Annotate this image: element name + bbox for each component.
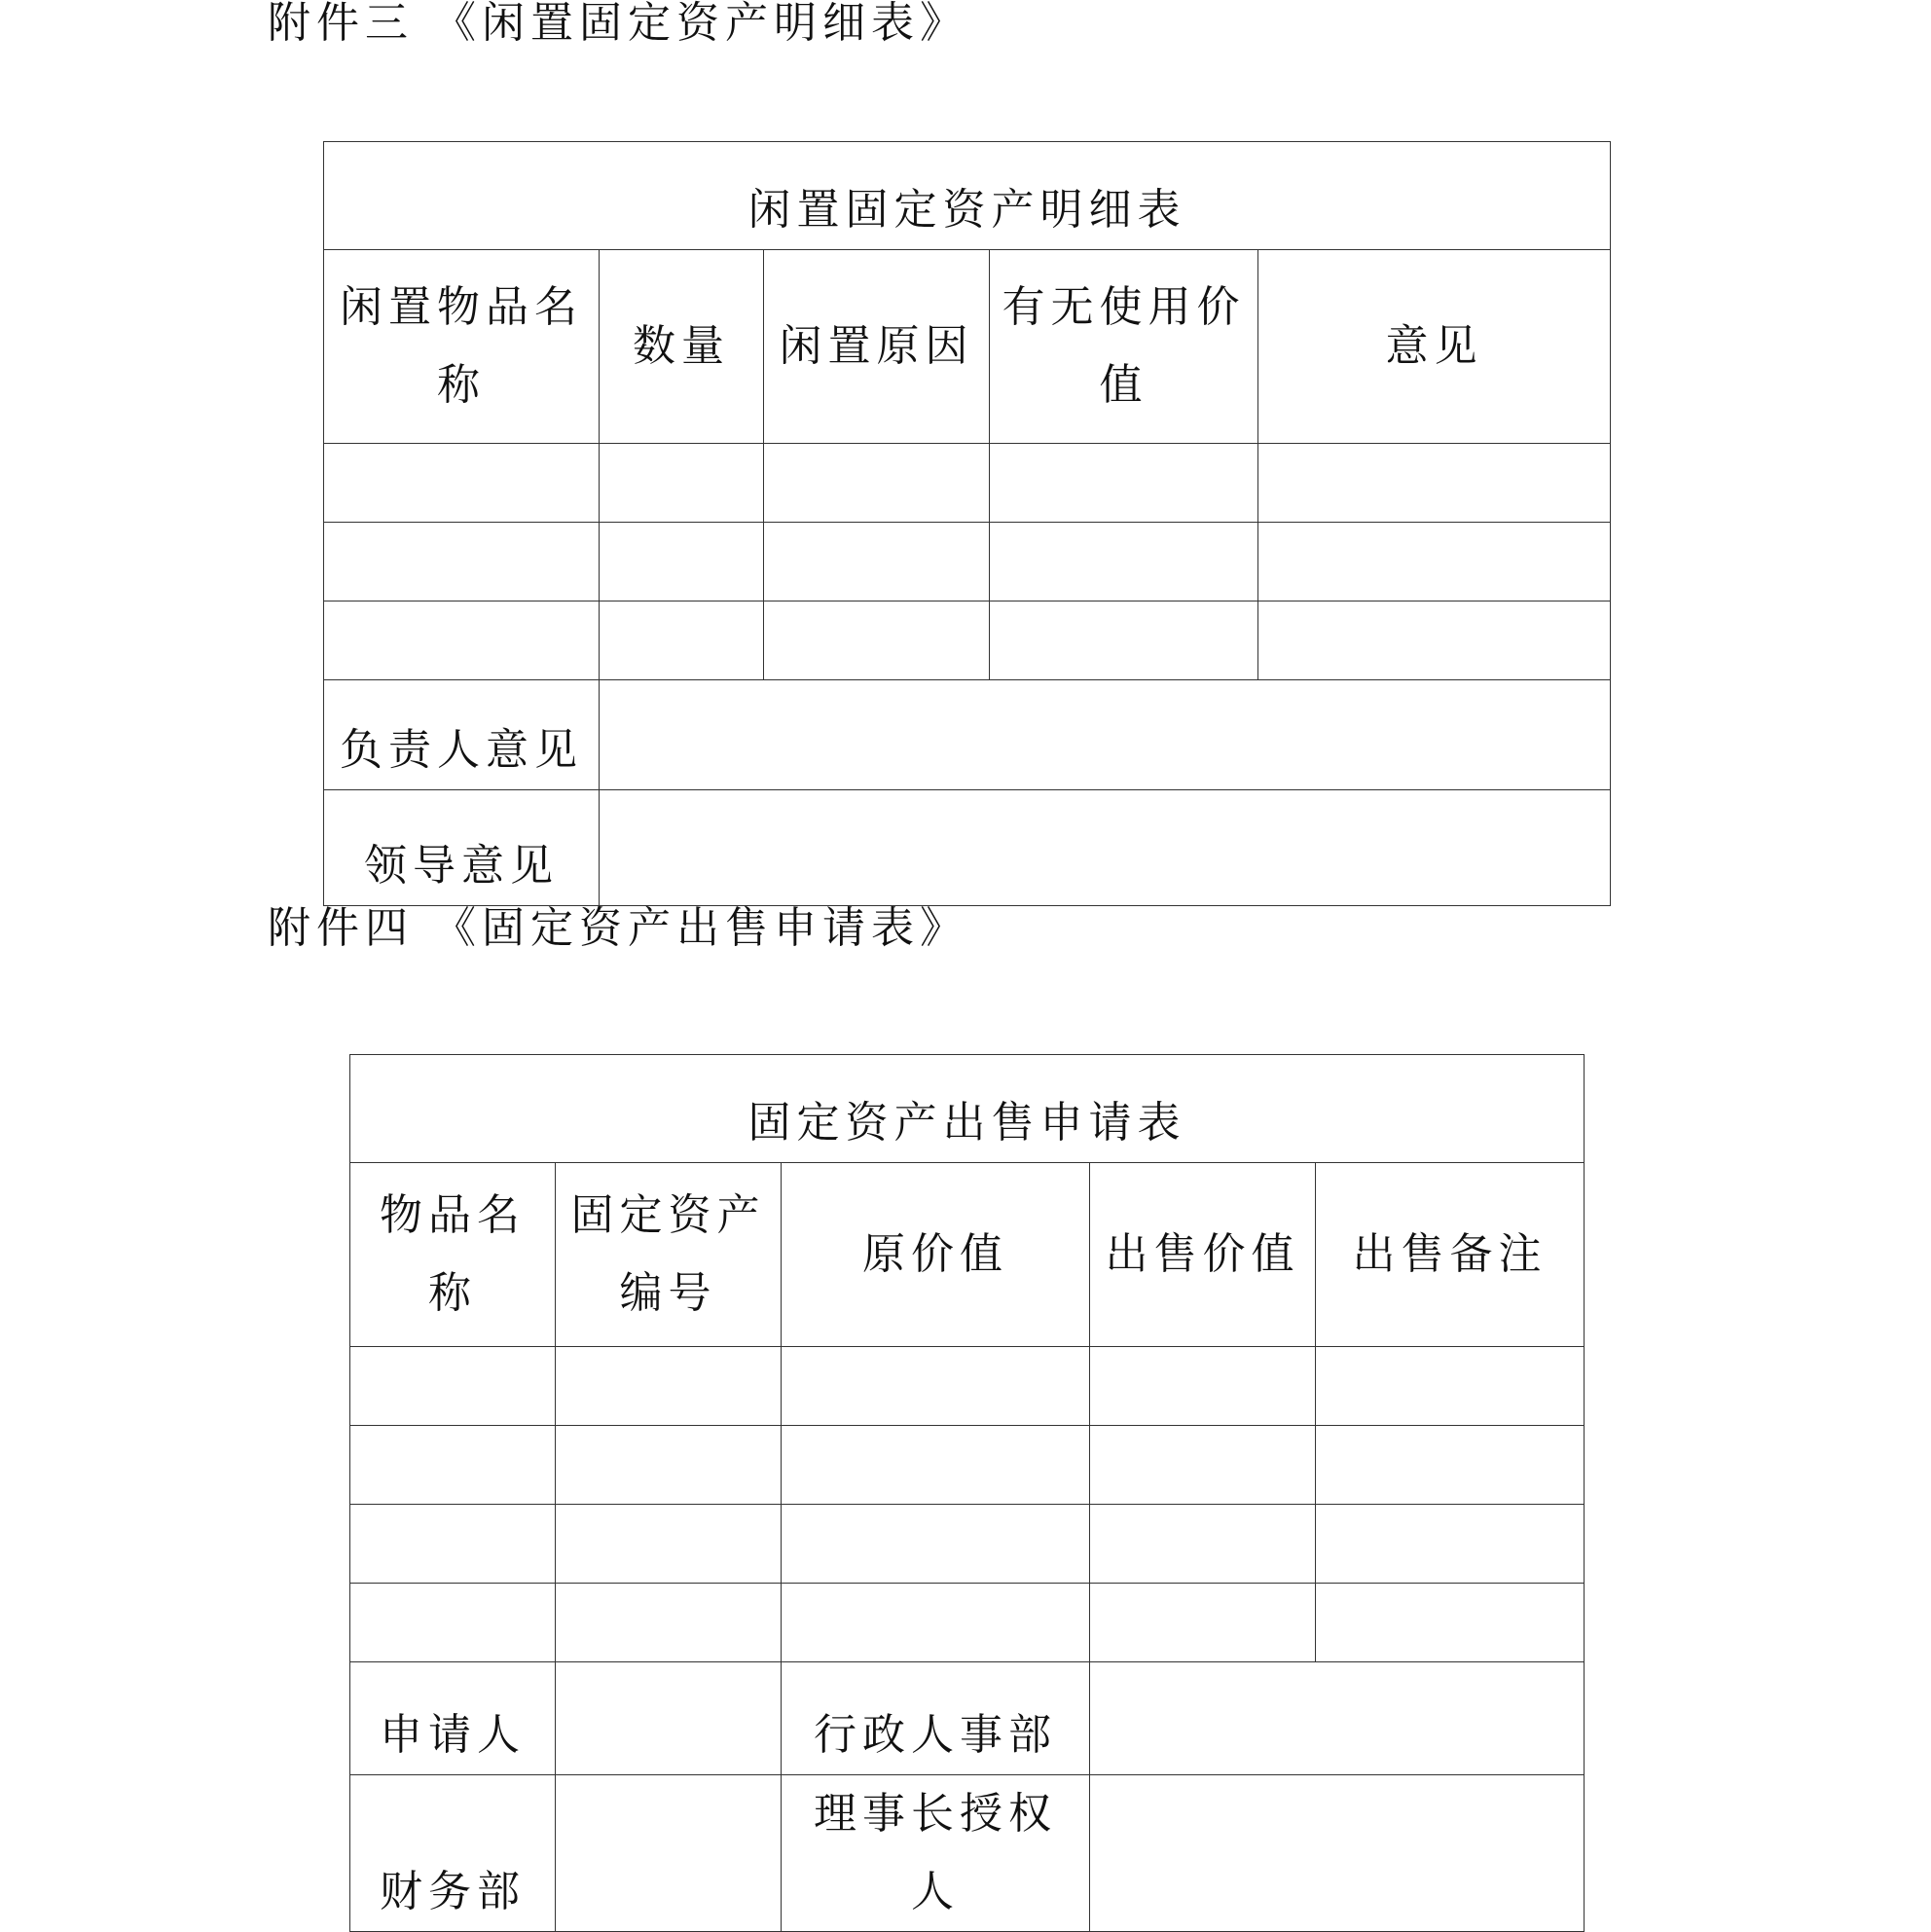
blank-cell[interactable] bbox=[1090, 1584, 1316, 1662]
header-original-value: 原价值 bbox=[782, 1163, 1090, 1347]
applicant-field[interactable] bbox=[556, 1662, 782, 1775]
blank-cell[interactable] bbox=[324, 444, 600, 523]
header-item-name: 物品名称 bbox=[350, 1163, 556, 1347]
blank-cell[interactable] bbox=[350, 1347, 556, 1426]
blank-cell[interactable] bbox=[1090, 1347, 1316, 1426]
hr-dept-field[interactable] bbox=[1090, 1662, 1585, 1775]
blank-cell[interactable] bbox=[324, 523, 600, 601]
leader-opinion-field[interactable] bbox=[600, 790, 1611, 906]
blank-cell[interactable] bbox=[764, 523, 990, 601]
blank-cell[interactable] bbox=[764, 601, 990, 680]
blank-cell[interactable] bbox=[600, 601, 764, 680]
table-row bbox=[350, 1584, 1585, 1662]
table-row bbox=[350, 1347, 1585, 1426]
header-asset-number: 固定资产编号 bbox=[556, 1163, 782, 1347]
manager-opinion-label: 负责人意见 bbox=[324, 680, 600, 790]
blank-cell[interactable] bbox=[1258, 523, 1611, 601]
table-row bbox=[350, 1505, 1585, 1584]
blank-cell[interactable] bbox=[556, 1584, 782, 1662]
attachment-3-heading: 附件三 《闲置固定资产明细表》 bbox=[268, 0, 968, 48]
header-item-name: 闲置物品名称 bbox=[324, 250, 600, 444]
table-title: 闲置固定资产明细表 bbox=[324, 142, 1611, 250]
blank-cell[interactable] bbox=[1316, 1347, 1585, 1426]
blank-cell[interactable] bbox=[782, 1347, 1090, 1426]
finance-dept-label: 财务部 bbox=[350, 1775, 556, 1932]
header-quantity: 数量 bbox=[600, 250, 764, 444]
blank-cell[interactable] bbox=[1090, 1426, 1316, 1505]
blank-cell[interactable] bbox=[350, 1584, 556, 1662]
authorized-person-field[interactable] bbox=[1090, 1775, 1585, 1932]
blank-cell[interactable] bbox=[600, 523, 764, 601]
blank-cell[interactable] bbox=[1090, 1505, 1316, 1584]
blank-cell[interactable] bbox=[324, 601, 600, 680]
table-row bbox=[350, 1426, 1585, 1505]
header-opinion: 意见 bbox=[1258, 250, 1611, 444]
hr-dept-label: 行政人事部 bbox=[782, 1662, 1090, 1775]
blank-cell[interactable] bbox=[350, 1505, 556, 1584]
manager-opinion-field[interactable] bbox=[600, 680, 1611, 790]
table-title: 固定资产出售申请表 bbox=[350, 1055, 1585, 1163]
blank-cell[interactable] bbox=[350, 1426, 556, 1505]
blank-cell[interactable] bbox=[782, 1584, 1090, 1662]
asset-sale-table bbox=[349, 1054, 1585, 1932]
applicant-label: 申请人 bbox=[350, 1662, 556, 1775]
header-idle-reason: 闲置原因 bbox=[764, 250, 990, 444]
idle-assets-table bbox=[323, 141, 1611, 906]
blank-cell[interactable] bbox=[782, 1426, 1090, 1505]
blank-cell[interactable] bbox=[1258, 601, 1611, 680]
blank-cell[interactable] bbox=[1316, 1505, 1585, 1584]
blank-cell[interactable] bbox=[990, 601, 1258, 680]
blank-cell[interactable] bbox=[990, 523, 1258, 601]
blank-cell[interactable] bbox=[600, 444, 764, 523]
header-sale-remarks: 出售备注 bbox=[1316, 1163, 1585, 1347]
header-usable-value: 有无使用价值 bbox=[990, 250, 1258, 444]
table-row bbox=[324, 523, 1611, 601]
finance-dept-field[interactable] bbox=[556, 1775, 782, 1932]
blank-cell[interactable] bbox=[764, 444, 990, 523]
header-sale-value: 出售价值 bbox=[1090, 1163, 1316, 1347]
blank-cell[interactable] bbox=[556, 1505, 782, 1584]
blank-cell[interactable] bbox=[556, 1347, 782, 1426]
table-row bbox=[324, 601, 1611, 680]
table-row bbox=[324, 444, 1611, 523]
blank-cell[interactable] bbox=[556, 1426, 782, 1505]
blank-cell[interactable] bbox=[782, 1505, 1090, 1584]
leader-opinion-label: 领导意见 bbox=[324, 790, 600, 906]
blank-cell[interactable] bbox=[1316, 1426, 1585, 1505]
authorized-person-label: 理事长授权人 bbox=[782, 1775, 1090, 1932]
blank-cell[interactable] bbox=[1258, 444, 1611, 523]
blank-cell[interactable] bbox=[990, 444, 1258, 523]
blank-cell[interactable] bbox=[1316, 1584, 1585, 1662]
attachment-4-heading: 附件四 《固定资产出售申请表》 bbox=[268, 903, 968, 953]
